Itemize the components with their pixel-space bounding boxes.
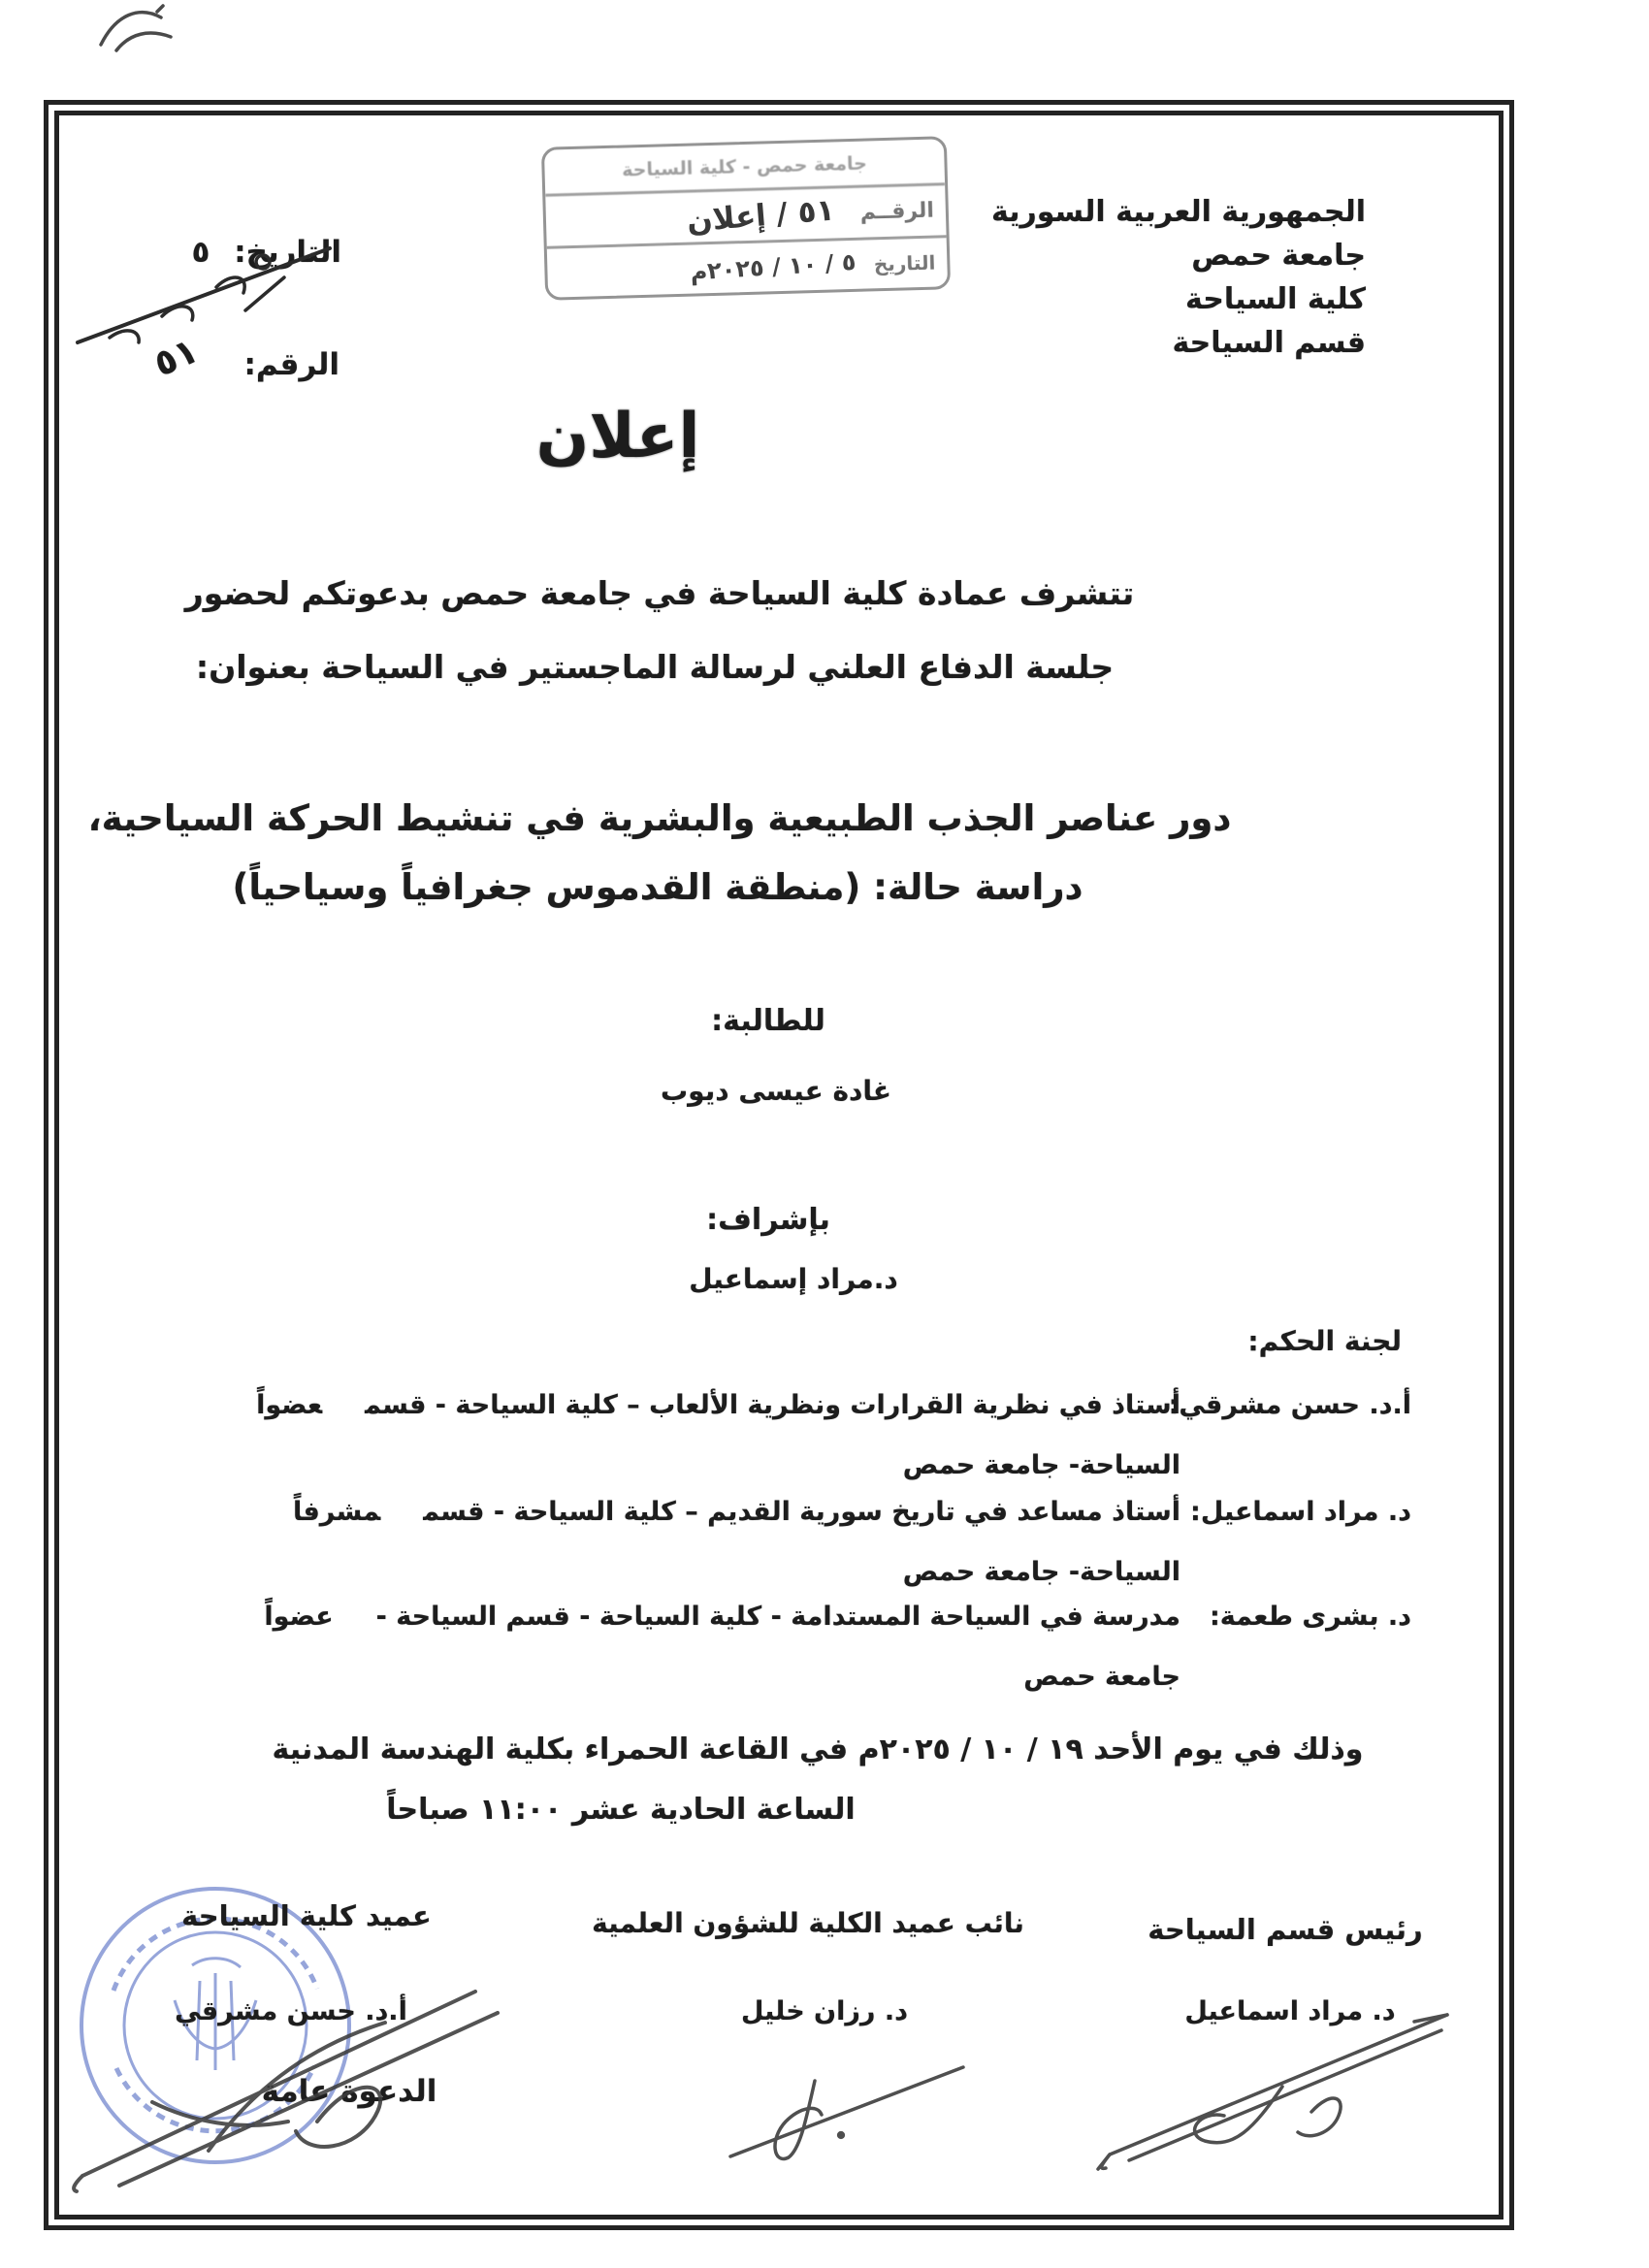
country-name: الجمهورية العربية السورية bbox=[991, 195, 1366, 229]
committee-member-desc2: السياحة- جامعة حمص bbox=[902, 1557, 1180, 1587]
number-label: الرقم: bbox=[243, 347, 340, 382]
handwritten-date-scribble bbox=[53, 221, 354, 357]
page-title: إعلان bbox=[535, 401, 700, 472]
supervisor-name: د.مراد إسماعيل bbox=[689, 1263, 898, 1295]
corner-pen-scribble bbox=[89, 2, 196, 62]
dean-signature bbox=[63, 1955, 548, 2192]
event-line-1: وذلك في يوم الأحد ١٩ / ١٠ / ٢٠٢٥م في القاعة الحمراء بكلية الهندسة المدنية bbox=[272, 1733, 1364, 1766]
committee-member-role: مشرفاً bbox=[292, 1497, 381, 1527]
date-label: التاريخ: bbox=[234, 235, 341, 270]
faculty-name: كلية السياحة bbox=[1185, 282, 1366, 316]
registry-stamp-number-label: الرقــم bbox=[859, 198, 935, 225]
committee-member-desc: أستاذ مساعد في تاريخ سورية القديم – كلية السياحة - قسم bbox=[423, 1497, 1180, 1527]
registry-stamp-date-value: ٥ / ١٠ / ٢٠٢٥م bbox=[690, 247, 857, 286]
registry-stamp bbox=[541, 136, 951, 301]
committee-member-desc2: جامعة حمص bbox=[1023, 1662, 1180, 1692]
committee-member-name: د. مراد اسماعيل: bbox=[1190, 1497, 1411, 1527]
intro-line-1: تتشرف عمادة كلية السياحة في جامعة حمص بدعوتكم لحضور bbox=[184, 574, 1135, 612]
thesis-title-line-1: دور عناصر الجذب الطبيعية والبشرية في تنشيط الحركة السياحية، bbox=[87, 797, 1232, 839]
student-name: غادة عيسى ديوب bbox=[661, 1075, 891, 1107]
vice-dean-name: د. رزان خليل bbox=[741, 1996, 908, 2026]
committee-member-role: عضواً bbox=[264, 1602, 334, 1632]
committee-member-role: عضواً bbox=[256, 1390, 323, 1420]
committee-label: لجنة الحكم: bbox=[1247, 1325, 1402, 1357]
thesis-title-line-2: دراسة حالة: (منطقة القدموس جغرافياً وسياحياً) bbox=[232, 866, 1083, 908]
committee-member-desc: أستاذ في نظرية القرارات ونظرية الألعاب – كلية السياحة - قسم bbox=[365, 1390, 1180, 1420]
committee-member-row bbox=[179, 1482, 1411, 1603]
registry-stamp-number-value: ٥١ / إعلان bbox=[685, 192, 836, 240]
registry-stamp-date-label: التاريخ bbox=[873, 250, 936, 276]
committee-member-desc2: السياحة- جامعة حمص bbox=[902, 1450, 1180, 1480]
committee-member-desc: مدرسة في السياحة المستدامة - كلية السياحة - قسم السياحة - bbox=[375, 1602, 1180, 1632]
dean-title: عميد كلية السياحة bbox=[181, 1899, 432, 1932]
vice-dean-title: نائب عميد الكلية للشؤون العلمية bbox=[592, 1907, 1024, 1939]
intro-line-2: جلسة الدفاع العلني لرسالة الماجستير في السياحة بعنوان: bbox=[195, 648, 1115, 686]
committee-member-name: أ.د. حسن مشرقي: bbox=[1168, 1390, 1411, 1420]
student-label: للطالبة: bbox=[711, 1004, 825, 1038]
event-line-2: الساعة الحادية عشر ١١:٠٠ صباحاً bbox=[386, 1793, 856, 1827]
committee-member-row bbox=[179, 1587, 1411, 1707]
vice-dean-signature bbox=[713, 2042, 985, 2168]
department-name: قسم السياحة bbox=[1172, 326, 1366, 360]
date-value-handwritten: ٥ bbox=[191, 235, 210, 270]
registry-stamp-org-line: جامعة حمص - كلية السياحة bbox=[544, 139, 945, 196]
committee-member-name: د. بشرى طعمة: bbox=[1209, 1602, 1411, 1632]
dept-head-title: رئيس قسم السياحة bbox=[1148, 1913, 1423, 1946]
committee-member-row bbox=[179, 1376, 1411, 1496]
dean-name: أ.د. حسن مشرقي bbox=[175, 1996, 407, 2026]
official-header-block bbox=[991, 190, 1366, 365]
dept-head-signature bbox=[1086, 1993, 1465, 2173]
university-name: جامعة حمص bbox=[1191, 239, 1366, 273]
supervision-label: بإشراف: bbox=[706, 1203, 830, 1237]
number-field bbox=[147, 329, 340, 385]
number-value-handwritten: ٥١ bbox=[147, 329, 205, 385]
dept-head-name: د. مراد اسماعيل bbox=[1184, 1996, 1396, 2026]
invitation-note: الدعوة عامة bbox=[261, 2074, 437, 2109]
